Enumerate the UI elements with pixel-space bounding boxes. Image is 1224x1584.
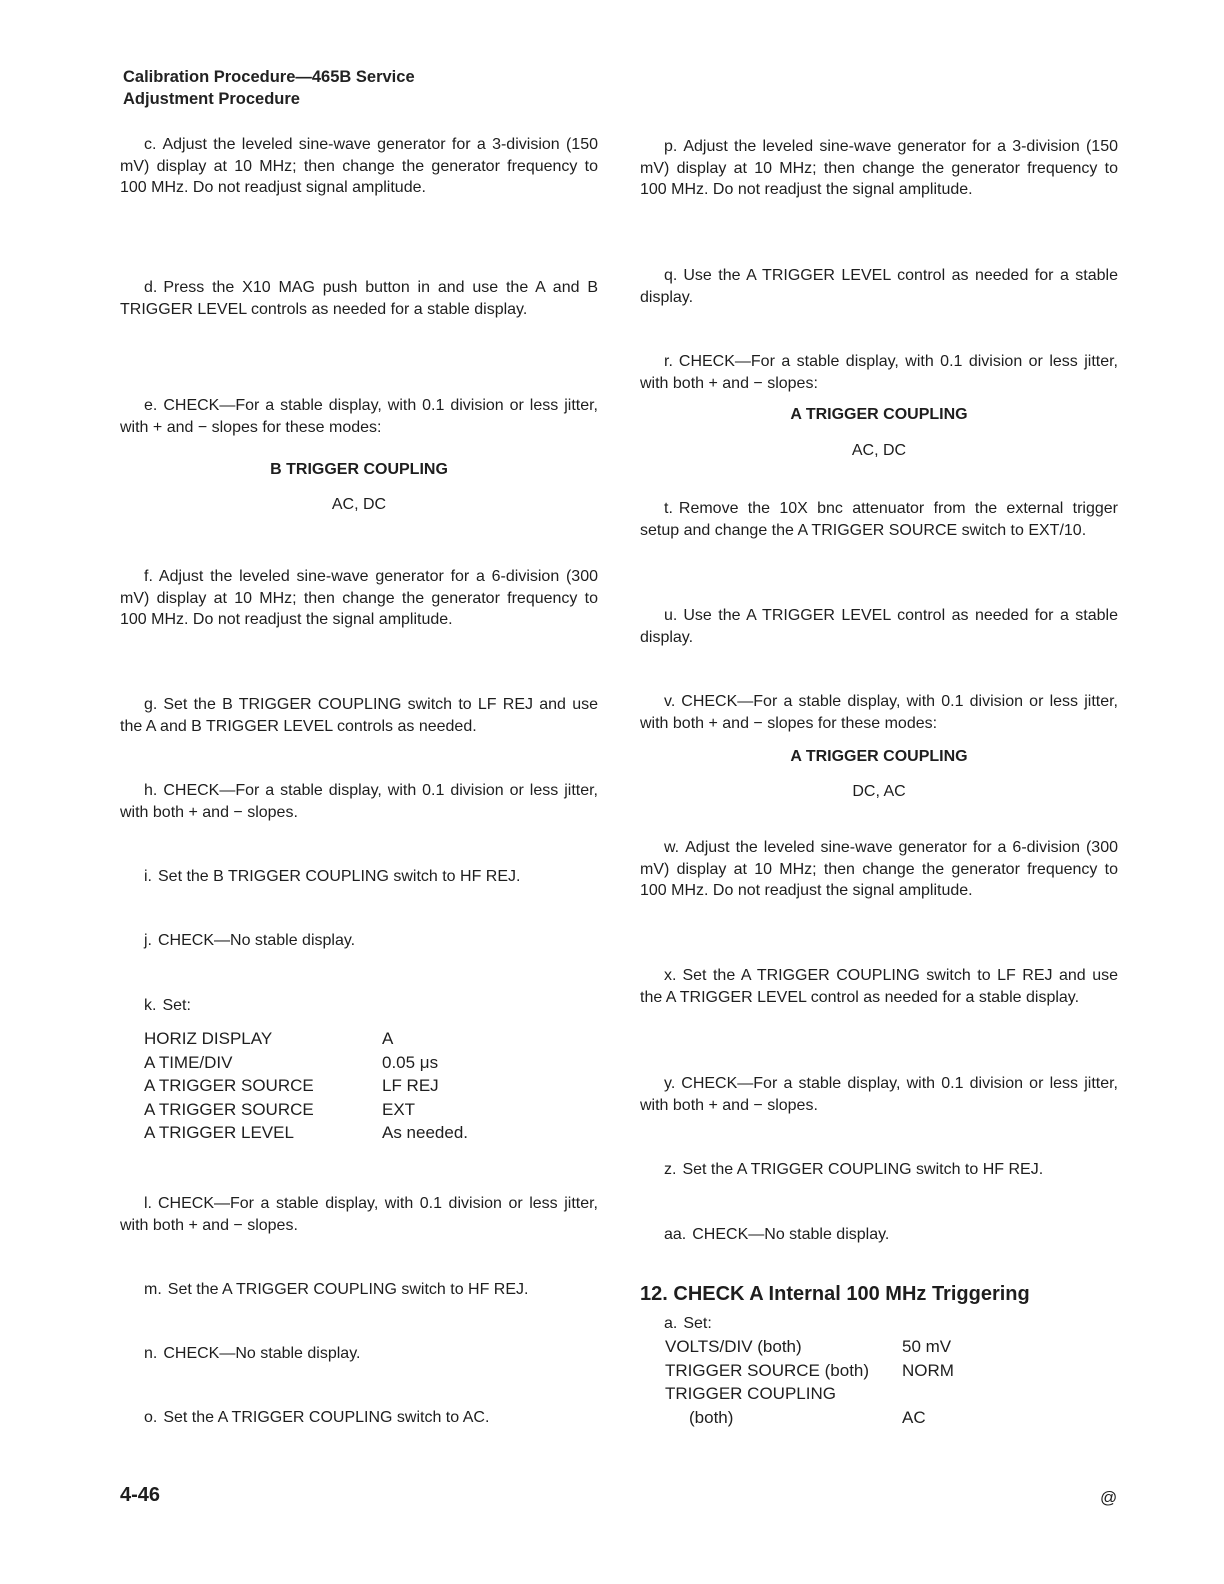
step-h: h. CHECK—For a stable display, with 0.1 division or less jitter, with both + and − slopes. xyxy=(120,782,598,821)
step-d: d. Press the X10 MAG push button in and use the A and B TRIGGER LEVEL controls as needed for a stable display. xyxy=(120,279,598,318)
step-t: t. Remove the 10X bnc attenuator from the external trigger setup and change the A TRIGGER SOURCE switch to EXT/10. xyxy=(640,500,1118,539)
running-header xyxy=(123,66,415,110)
step-e: e. CHECK—For a stable display, with 0.1 division or less jitter, with + and − slopes for these modes: xyxy=(120,397,598,436)
setting-row: A TRIGGER SOURCE LF REJ xyxy=(144,1076,439,1095)
step-p: p. Adjust the leveled sine-wave generator for a 3-division (150 mV) display at 10 MHz; then change the generator frequency to 100 MHz. Do not readjust the signal amplitude. xyxy=(640,138,1118,198)
step-f: f. Adjust the leveled sine-wave generator for a 6-division (300 mV) display at 10 MHz; then change the generator frequency to 100 MHz. Do not readjust the signal amplitude. xyxy=(120,568,598,628)
setting-row: TRIGGER COUPLING xyxy=(665,1384,836,1403)
step-aa: aa. CHECK—No stable display. xyxy=(664,1226,890,1243)
step-k-settings xyxy=(144,1027,468,1145)
step-z: z. Set the A TRIGGER COUPLING switch to HF REJ. xyxy=(664,1161,1044,1178)
step-i: i. Set the B TRIGGER COUPLING switch to HF REJ. xyxy=(144,868,521,885)
section-number: 12. xyxy=(640,1283,668,1305)
step-n: n. CHECK—No stable display. xyxy=(144,1345,361,1362)
step-k: k. Set: xyxy=(144,997,191,1014)
step-u: u. Use the A TRIGGER LEVEL control as needed for a stable display. xyxy=(640,607,1118,646)
setting-row: HORIZ DISPLAY A xyxy=(144,1029,394,1048)
section-title: CHECK A Internal 100 MHz Triggering xyxy=(673,1283,1030,1305)
footer-mark: @ xyxy=(1100,1488,1118,1507)
step-v-modes: DC, AC xyxy=(852,783,906,800)
step-y: y. CHECK—For a stable display, with 0.1 division or less jitter, with both + and − slopes. xyxy=(640,1075,1118,1114)
step-e-modes: AC, DC xyxy=(331,496,387,513)
step-g: g. Set the B TRIGGER COUPLING switch to LF REJ and use the A and B TRIGGER LEVEL controls as needed. xyxy=(120,696,598,735)
step-m: m. Set the A TRIGGER COUPLING switch to HF REJ. xyxy=(144,1281,529,1298)
page-number: 4-46 xyxy=(120,1484,161,1506)
step-x: x. Set the A TRIGGER COUPLING switch to LF REJ and use the A TRIGGER LEVEL control as needed for a stable display. xyxy=(640,967,1118,1006)
setting-row: (both) AC xyxy=(689,1407,926,1427)
setting-row: A TIME/DIV 0.05 μs xyxy=(144,1052,439,1072)
step-o: o. Set the A TRIGGER COUPLING switch to AC. xyxy=(144,1409,490,1426)
setting-row: TRIGGER SOURCE (both) NORM xyxy=(665,1360,954,1380)
header-title: Calibration Procedure—465B Service xyxy=(123,68,415,86)
step-e-heading: B TRIGGER COUPLING xyxy=(270,461,448,478)
section-a-settings xyxy=(665,1335,954,1429)
header-subtitle: Adjustment Procedure xyxy=(123,90,300,108)
step-j: j. CHECK—No stable display. xyxy=(144,932,356,949)
setting-row: VOLTS/DIV (both) 50 mV xyxy=(665,1337,952,1356)
step-q: q. Use the A TRIGGER LEVEL control as needed for a stable display. xyxy=(640,267,1118,306)
step-w: w. Adjust the leveled sine-wave generator for a 6-division (300 mV) display at 10 MHz; then change the generator frequency to 100 MHz. Do not readjust the signal amplitude. xyxy=(640,839,1118,899)
step-r-modes: AC, DC xyxy=(851,442,907,459)
step-v-heading: A TRIGGER COUPLING xyxy=(790,748,968,765)
step-r: r. CHECK—For a stable display, with 0.1 division or less jitter, with both + and − slopes: xyxy=(640,353,1118,392)
step-c: c. Adjust the leveled sine-wave generator for a 3-division (150 mV) display at 10 MHz; then change the generator frequency to 100 MHz. Do not readjust signal amplitude. xyxy=(120,136,598,196)
setting-row: A TRIGGER SOURCE EXT xyxy=(144,1099,416,1119)
step-v: v. CHECK—For a stable display, with 0.1 division or less jitter, with both + and − slopes for these modes: xyxy=(640,693,1118,732)
step-r-heading: A TRIGGER COUPLING xyxy=(790,406,968,423)
step-section-a: a. Set: xyxy=(664,1315,712,1332)
step-l: l. CHECK—For a stable display, with 0.1 division or less jitter, with both + and − slopes. xyxy=(120,1195,598,1234)
setting-row: A TRIGGER LEVEL As needed. xyxy=(144,1123,469,1142)
section-heading xyxy=(640,1284,1030,1306)
